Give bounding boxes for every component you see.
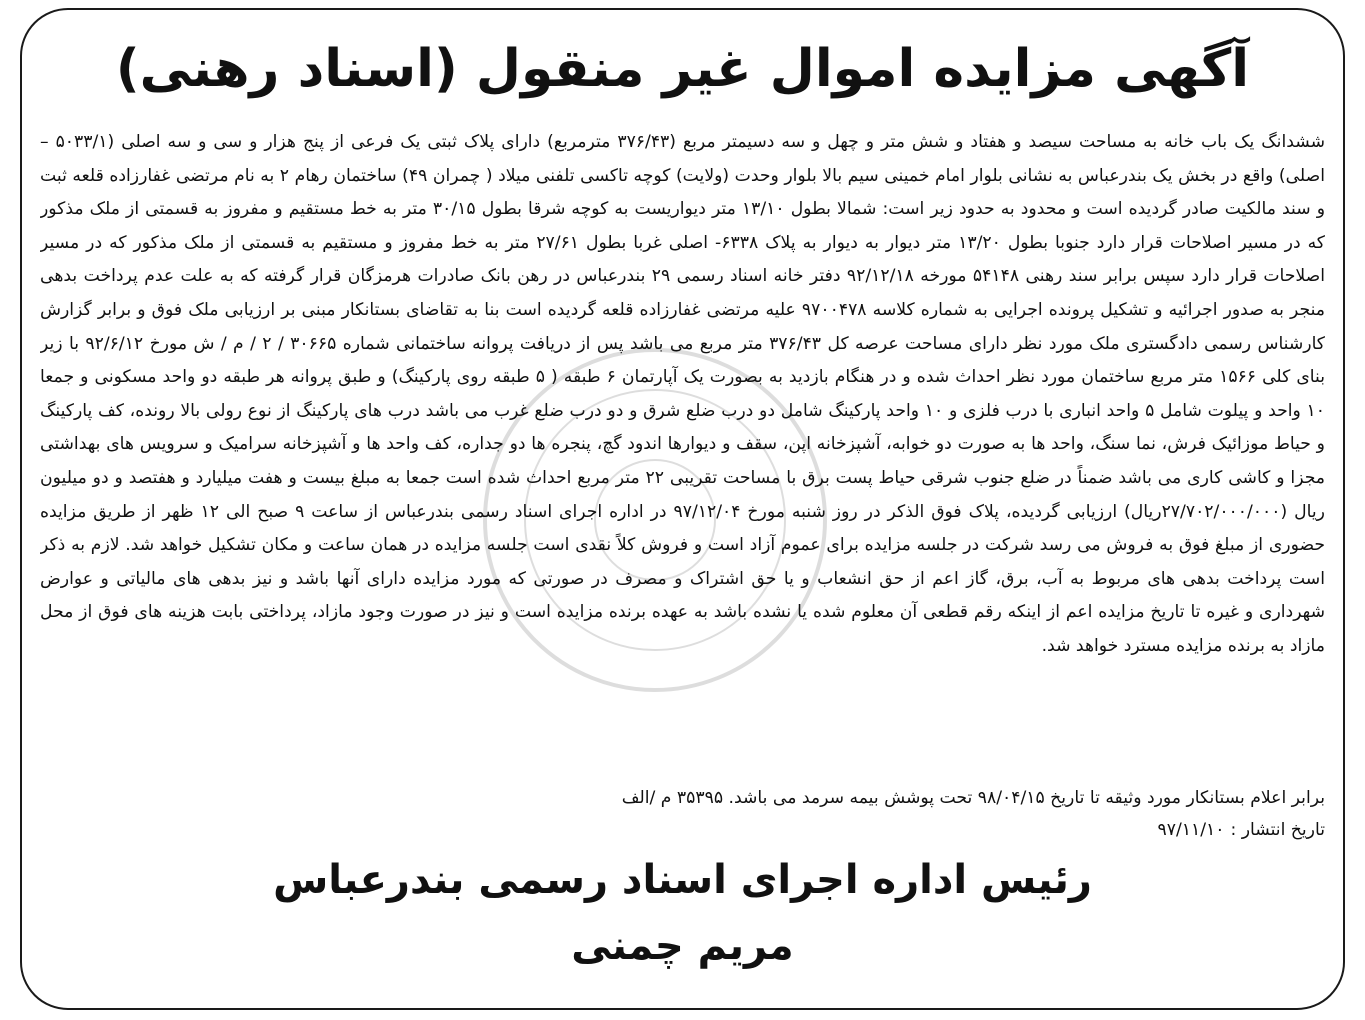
notice-body [40,126,1325,786]
notice-title: آگهی مزایده اموال غیر منقول (اسناد رهنی) [115,39,1250,99]
notice-body-paragraph: ششدانگ یک باب خانه به مساحت سیصد و هفتاد و شش متر و چهل و سه دسیمتر مربع (۳۷۶/۴۳ مترمربع) دارای پلاک ثبتی یک فرعی از پنج هزار و سی و سه اصلی (۵۰۳۳/۱ – اصلی) واقع در بخش یک بندرعباس به نشانی بلوار امام خمینی سیم بالا بلوار وحدت (ولایت) کوچه تاکسی تلفنی میلاد ( چمران ۴۹) ساختمان رهام ۲ به نام مرتضی غفارزاده قلعه ثبت و سند مالکیت صادر گردیده است و محدود به حدود زیر است: شمالا بطول ۱۳/۱۰ متر دیواریست به کوچه شرقا بطول ۳۰/۱۵ متر به خط مستقیم و مفروز به قسمتی از ملک مذکور که در مسیر اصلاحات قرار دارد جنوبا بطول ۱۳/۲۰ متر دیوار به دیوار به پلاک ۶۳۳۸- اصلی غربا بطول ۲۷/۶۱ متر به خط مفروز و مستقیم به قسمتی از ملک مذکور که در مسیر اصلاحات قرار دارد سپس برابر سند رهنی ۵۴۱۴۸ مورخه ۹۲/۱۲/۱۸ دفتر خانه اسناد رسمی ۲۹ بندرعباس در رهن بانک صادرات هرمزگان قرار گرفته که به علت عدم پرداخت بدهی منجر به صدور اجرائیه و تشکیل پرونده اجرایی به شماره کلاسه ۹۷۰۰۴۷۸ علیه مرتضی غفارزاده قلعه گردیده است بنا به تقاضای بستانکار مبنی بر ارزیابی ملک فوق و برابر گزارش کارشناس رسمی دادگستری ملک مورد نظر دارای مساحت عرصه کل ۳۷۶/۴۳ متر مربع می باشد پس از دریافت پروانه ساختمانی شماره ۳۰۶۶۵ / ۲ / م / ش مورخ ۹۲/۶/۱۲ با زیر بنای کلی ۱۵۶۶ متر مربع ساختمان مورد نظر احداث شده و در هنگام بازدید به بصورت یک آپارتمان ۶ طبقه ( ۵ طبقه روی پارکینگ) و طبق پروانه هر طبقه دو واحد مسکونی و جمعا ۱۰ واحد و پیلوت شامل ۵ واحد انباری با درب فلزی و ۱۰ واحد پارکینگ شامل دو درب ضلع شرق و دو درب ضلع غرب می باشد درب های پارکینگ از نوع رولی بالا رونده، کف پارکینگ و حیاط موزائیک فرش، نما سنگ، واحد ها به صورت دو خوابه، آشپزخانه اپن، سقف و دیوارها اندود گچ، پنجره ها دو جداره، کف واحد ها و آشپزخانه سرامیک و سرویس های بهداشتی مجزا و کاشی کاری می باشد ضمناً در ضلع جنوب شرقی حیاط پست برق با مساحت تقریبی ۲۲ متر مربع احداث شده است جمعا به مبلغ بیست و هفت میلیارد و هفتصد و دو میلیون ریال (۲۷/۷۰۲/۰۰۰/۰۰۰ریال) ارزیابی گردیده، پلاک فوق الذکر در روز شنبه مورخ ۹۷/۱۲/۰۴ در اداره اجرای اسناد رسمی بندرعباس از ساعت ۹ صبح الی ۱۲ ظهر از طریق مزایده حضوری از مبلغ فوق به فروش می رسد شرکت در جلسه مزایده برای عموم آزاد است و فروش کلاً نقدی است جلسه مزایده در همان ساعت و مکان تشکیل خواهد شد. لازم به ذکر است پرداخت بدهی های مربوط به آب، برق، گاز اعم از حق انشعاب و یا حق اشتراک و مصرف در صورتی که مورد مزایده دارای آنها باشد و نیز بدهی های مالیاتی و عوارض شهرداری و غیره تا تاریخ مزایده اعم از اینکه رقم قطعی آن معلوم شده یا نشده باشد به عهده برنده مزایده است و نیز در صورت وجود مازاد، پرداختی بابت هزینه های فوق از محل مازاد به برنده مزایده مسترد خواهد شد. [40,132,1325,656]
signature-title: رئیس اداره اجرای اسناد رسمی بندرعباس [273,857,1092,903]
publish-date-label: تاریخ انتشار : [1230,820,1325,840]
reference-line: برابر اعلام بستانکار مورد وثیقه تا تاریخ ۹۸/۰۴/۱۵ تحت پوشش بیمه سرمد می باشد. ۳۵۳۹۵ م /الف [621,788,1325,808]
signature-name: مریم چمنی [571,923,794,969]
publish-date-value: ۹۷/۱۱/۱۰ [1157,820,1225,840]
publish-date-row [40,816,1325,844]
